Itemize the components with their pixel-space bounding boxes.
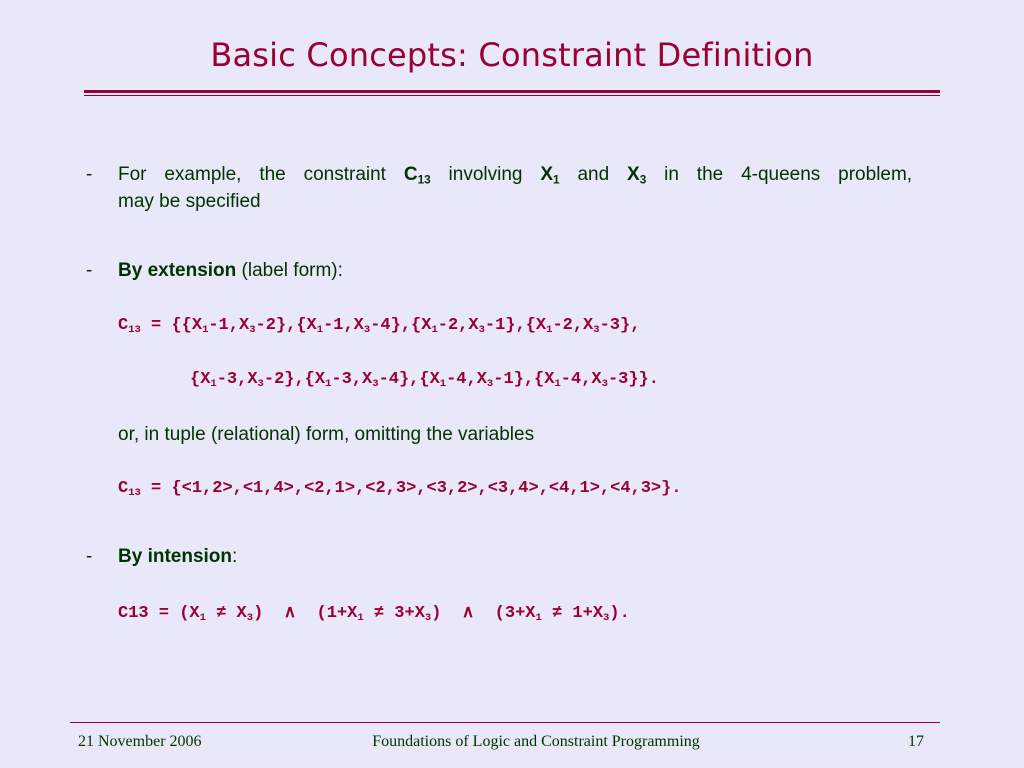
formula-text: -1,X	[323, 316, 364, 335]
extension-subtitle: (label form):	[241, 260, 343, 281]
formula-text: -3,X	[216, 370, 258, 389]
formula-subscript: 1	[210, 378, 217, 391]
intro-and: and	[577, 164, 610, 185]
footer-course-title: Foundations of Logic and Constraint Programming	[372, 733, 700, 750]
intension-heading-line	[118, 546, 237, 568]
formula-text: C	[118, 316, 129, 335]
formula-subscript: 3	[593, 324, 600, 337]
formula-subscript: 3	[249, 324, 256, 337]
formula-subscript: 1	[439, 378, 447, 391]
formula-subscript: 3	[424, 612, 432, 625]
formula-text: -2},{X	[263, 370, 326, 389]
formula-subscript: 3	[601, 378, 608, 391]
extension-formula-line-1	[118, 316, 640, 335]
tuple-formula	[118, 479, 682, 498]
formula-text: -4},{X	[378, 370, 440, 389]
formula-subscript: 1	[202, 324, 209, 337]
intro-text: For example, the constraint	[118, 164, 386, 185]
formula-text: ).	[609, 604, 630, 623]
footer-page-number: 17	[908, 733, 924, 750]
formula-subscript: 1	[546, 324, 553, 337]
formula-subscript: 1	[199, 612, 206, 625]
formula-subscript: 3	[486, 378, 494, 391]
formula-text: -2,X	[552, 316, 594, 335]
formula-text: {X	[190, 370, 211, 389]
intro-line-1	[118, 164, 912, 186]
extension-formula-line-2	[190, 370, 659, 389]
extension-heading: By extension	[118, 260, 237, 281]
intension-colon: :	[232, 546, 238, 567]
variable-x3: $X_3$	[627, 164, 647, 187]
bullet-dash: -	[86, 546, 93, 567]
formula-text: -4,X	[446, 370, 487, 389]
formula-subscript: 3	[257, 378, 264, 391]
formula-subscript: 3	[363, 324, 371, 337]
formula-text: -4},{X	[370, 316, 432, 335]
formula-text: -3,X	[331, 370, 373, 389]
intro-tail: in the 4-queens problem,	[664, 164, 913, 185]
formula-text: C13 = (X	[118, 604, 200, 623]
formula-text: -3},	[599, 316, 641, 335]
formula-text: -3}}.	[607, 370, 659, 389]
intension-heading: By intension	[118, 546, 233, 567]
footer-divider	[70, 722, 940, 723]
bullet-dash: -	[86, 164, 93, 185]
formula-text: -2},{X	[255, 316, 317, 335]
intension-formula	[118, 602, 630, 623]
formula-text: -1},{X	[493, 370, 555, 389]
formula-subscript: 1	[431, 324, 438, 337]
formula-subscript: 1	[316, 324, 324, 337]
intro-involving: involving	[448, 164, 523, 185]
formula-text: -4,X	[560, 370, 602, 389]
variable-x1: $X_1$	[540, 164, 560, 187]
intro-line-2: may be specified	[118, 191, 261, 212]
formula-subscript: 3	[372, 378, 379, 391]
formula-text: ≠ X	[205, 604, 247, 623]
constraint-name: $C_{13}$	[403, 164, 431, 187]
formula-subscript: 3	[246, 612, 254, 625]
formula-text: -2,X	[437, 316, 479, 335]
formula-text: ) ∧ (3+X	[431, 604, 536, 623]
footer-date: 21 November 2006	[78, 733, 202, 750]
formula-subscript: 1	[357, 612, 364, 625]
extension-heading-line	[118, 260, 343, 282]
formula-subscript: 1	[554, 378, 561, 391]
formula-text: -1},{X	[484, 316, 547, 335]
formula-subscript: 3	[603, 612, 610, 625]
tuple-intro: or, in tuple (relational) form, omitting the variables	[118, 424, 535, 445]
formula-subscript: 3	[478, 324, 485, 337]
formula-subscript: 1	[325, 378, 332, 391]
formula-text: C	[118, 479, 129, 498]
formula-text: = {<1,2>,<1,4>,<2,1>,<2,3>,<3,2>,<3,4>,<4,1>,<4,3>}.	[140, 479, 682, 498]
formula-text: ) ∧ (1+X	[253, 604, 358, 623]
formula-subscript: 13	[128, 324, 141, 337]
formula-text: = {{X	[140, 316, 203, 335]
formula-subscript: 13	[128, 487, 141, 500]
slide-title: Basic Concepts: Constraint Definition	[210, 36, 814, 74]
formula-text: ≠ 1+X	[541, 604, 604, 623]
bullet-dash: -	[86, 260, 93, 281]
formula-text: ≠ 3+X	[363, 604, 425, 623]
formula-text: -1,X	[208, 316, 250, 335]
formula-subscript: 1	[535, 612, 542, 625]
